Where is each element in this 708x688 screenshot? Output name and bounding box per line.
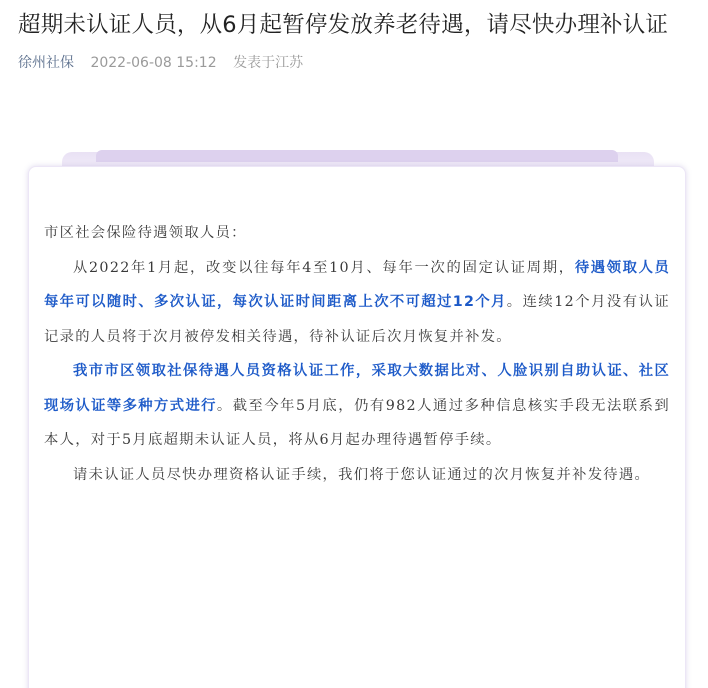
card-tab-top-decoration [96,150,618,162]
article-title: 超期未认证人员，从6月起暂停发放养老待遇，请尽快办理补认证 [18,12,669,38]
paragraph-3: 请未认证人员尽快办理资格认证手续，我们将于您认证通过的次月恢复并补发待遇。 [73,466,651,483]
article-datetime: 2022-06-08 15:12 [90,55,217,71]
paragraph-1-text-a: 从2022年1月起，改变以往每年4至10月、每年一次的固定认证周期， [73,259,575,276]
paragraph-2-highlight: 我市市区领取社保待遇人员资格认证工作，采取大数据比对、人脸识别自助认证、社区现场认证等多种方式进行 [44,363,670,414]
paragraph-1-text-b: 。连续12个月没有认证记录的人员将于次月被停发相关待遇，待补认证后次月恢复并补发。 [44,294,670,345]
paragraph-1-highlight: 待遇领取人员每年可以随时、多次认证，每次认证时间距离上次不可超过12个月 [44,259,670,310]
article-source[interactable]: 徐州社保 [18,55,74,71]
greeting-paragraph: 市区社会保险待遇领取人员： [44,225,247,241]
paragraph-2 [44,354,670,458]
paragraph-1 [44,251,670,355]
paragraph-2-text-b: 。截至今年5月底，仍有982人通过多种信息核实手段无法联系到本人，对于5月底超期未认证人员，将从6月起办理待遇暂停手续。 [44,397,670,448]
article-location: 发表于江苏 [233,55,304,71]
article-body [44,216,670,492]
article-meta [18,53,303,73]
